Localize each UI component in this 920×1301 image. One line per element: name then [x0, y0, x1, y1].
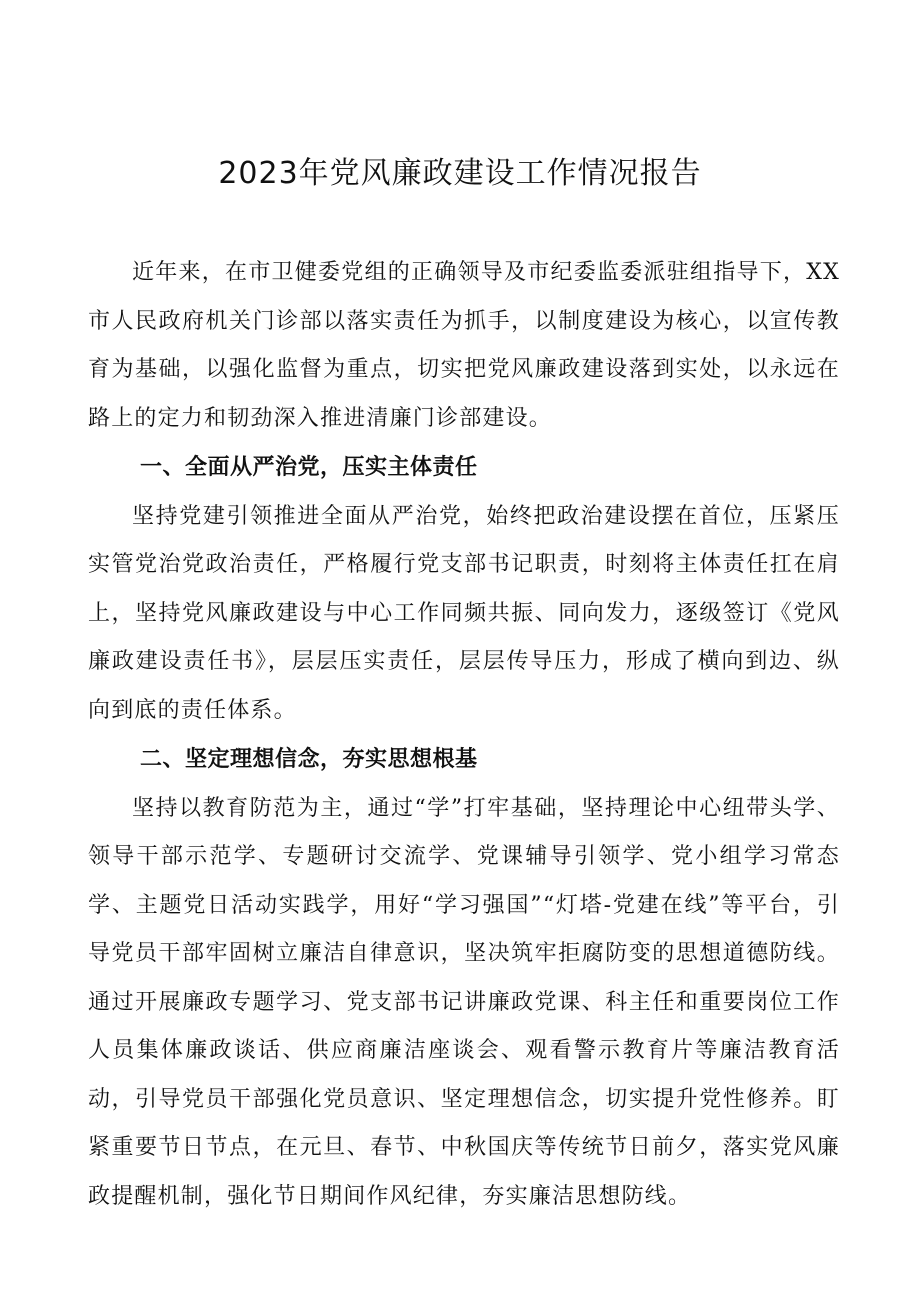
section-heading-2: 二、坚定理想信念，夯实思想根基 — [140, 747, 478, 772]
section-body-1: 坚持党建引领推进全面从严治党，始终把政治建设摆在首位，压紧压实管党治党政治责任，严格履行党支部书记职责，时刻将主体责任扛在肩上，坚持党风廉政建设与中心工作同频共振、同向发力，逐级签订《党风廉政建设责任书》，层层压实责任，层层传导压力，形成了横向到边、纵向到底的责任体系。 — [88, 503, 840, 723]
document-title: 2023年党风廉政建设工作情况报告 — [218, 156, 702, 191]
document-body — [88, 249, 840, 1221]
section-heading-1: 一、全面从严治党，压实主体责任 — [140, 455, 478, 480]
section-body-2: 坚持以教育防范为主，通过“学”打牢基础，坚持理论中心纽带头学、领导干部示范学、专题研讨交流学、党课辅导引领学、党小组学习常态学、主题党日活动实践学，用好“学习强国”“灯塔-党建在线”等平台，引导党员干部牢固树立廉洁自律意识，坚决筑牢拒腐防变的思想道德防线。通过开展廉政专题学习、党支部书记讲廉政党课、科主任和重要岗位工作人员集体廉政谈话、供应商廉洁座谈会、观看警示教育片等廉洁教育活动，引导党员干部强化党员意识、坚定理想信念，切实提升党性修养。盯紧重要节日节点，在元旦、春节、中秋国庆等传统节日前夕，落实党风廉政提醒机制，强化节日期间作风纪律，夯实廉洁思想防线。 — [88, 795, 840, 1209]
intro-paragraph: 近年来，在市卫健委党组的正确领导及市纪委监委派驻组指导下，XX市人民政府机关门诊部以落实责任为抓手，以制度建设为核心，以宣传教育为基础，以强化监督为重点，切实把党风廉政建设落到实处，以永远在路上的定力和韧劲深入推进清廉门诊部建设。 — [88, 260, 840, 431]
